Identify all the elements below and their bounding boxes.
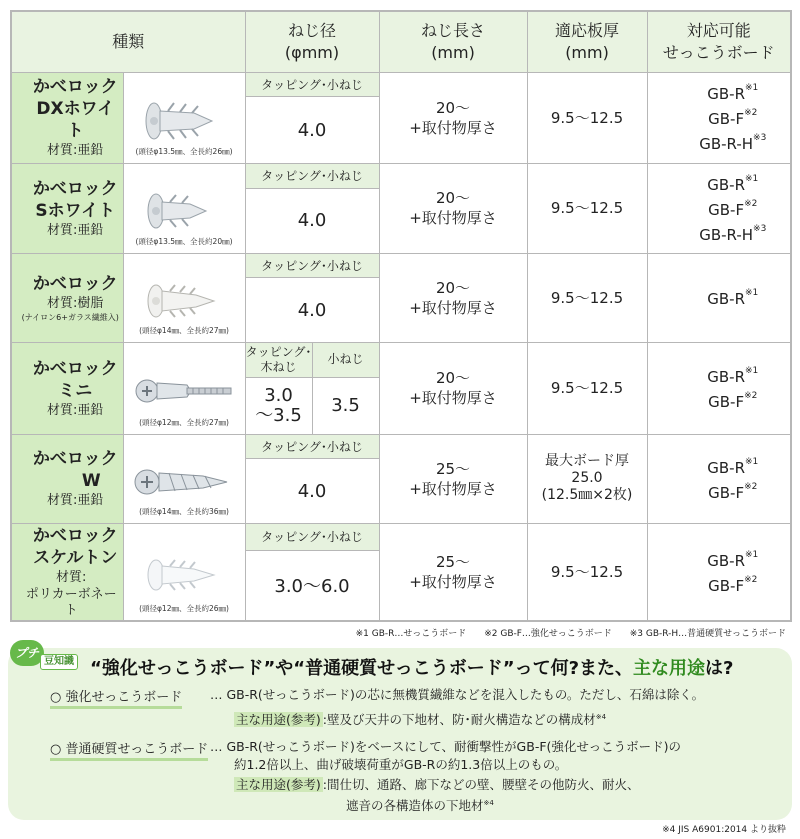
product-image: (頭径φ14㎜、全長約27㎜) bbox=[123, 253, 245, 343]
anchor-icon bbox=[129, 458, 239, 508]
product-image: (頭径φ14㎜、全長約36㎜) bbox=[123, 434, 245, 524]
anchor-icon bbox=[134, 277, 234, 327]
use-hard-board-1: 主な用途(参考) :間仕切、通路、廊下などの壁、腰壁その他防火、耐火、 bbox=[236, 777, 640, 792]
screw-type: タッピング･小ねじ bbox=[245, 164, 379, 188]
spec-table bbox=[10, 10, 792, 622]
screw-type-b: 小ねじ bbox=[312, 343, 379, 378]
anchor-icon bbox=[129, 367, 239, 417]
product-name: かべロック 材質:樹脂 (ナイロン6+ガラス繊維入) bbox=[11, 253, 123, 343]
screw-diameter: 3.0〜6.0 bbox=[245, 550, 379, 621]
screw-length: 25〜 +取付物厚さ bbox=[379, 524, 527, 621]
product-name: かべロック DXホワイト 材質:亜鉛 bbox=[11, 72, 123, 164]
board-types: $GB-R^{※1}$ $GB-F^{※2}$ bbox=[647, 434, 791, 524]
screw-type-a: タッピング･ 木ねじ bbox=[245, 343, 312, 378]
screw-diameter: 4.0 bbox=[245, 459, 379, 524]
anchor-icon bbox=[134, 551, 234, 601]
term-reinforced-board: ○ 強化せっこうボード bbox=[50, 686, 182, 705]
board-thickness: 最大ボード厚 25.0 (12.5㎜×2枚) bbox=[527, 434, 647, 524]
table-row bbox=[11, 524, 791, 550]
board-types: $GB-R^{※1}$ $GB-F^{※2}$ bbox=[647, 343, 791, 435]
header-board-thickness: 適応板厚 (mm) bbox=[527, 11, 647, 72]
screw-length: 20〜 +取付物厚さ bbox=[379, 72, 527, 164]
anchor-icon bbox=[134, 187, 234, 237]
screw-diameter-a: 3.0 〜3.5 bbox=[245, 377, 312, 434]
table-row bbox=[11, 164, 791, 188]
table-row bbox=[11, 72, 791, 96]
screw-type: タッピング･小ねじ bbox=[245, 72, 379, 96]
tips-badge-label: 豆知識 bbox=[40, 654, 78, 670]
source-note: ※4 JIS A6901:2014 より抜粋 bbox=[662, 825, 786, 835]
product-name: かべロック Sホワイト 材質:亜鉛 bbox=[11, 164, 123, 254]
product-image: (頭径φ13.5㎜、全長約20㎜) bbox=[123, 164, 245, 254]
screw-length: 20〜 +取付物厚さ bbox=[379, 253, 527, 343]
tips-title: “強化せっこうボード”や“普通硬質せっこうボード”って何?また、主な用途は? bbox=[90, 658, 734, 679]
board-types: $GB-R^{※1}$ $GB-F^{※2}$ $GB-R-H^{※3}$ bbox=[647, 72, 791, 164]
use-reinforced-board: 主な用途(参考) :壁及び天井の下地材、防･耐火構造などの構成材$^{※4}$ bbox=[236, 712, 607, 728]
table-row bbox=[11, 343, 791, 378]
product-name: かべロック ミニ 材質:亜鉛 bbox=[11, 343, 123, 435]
screw-diameter: 4.0 bbox=[245, 188, 379, 253]
product-name: かべロック スケルトン 材質: ポリカーボネート bbox=[11, 524, 123, 621]
header-screw-length: ねじ長さ (mm) bbox=[379, 11, 527, 72]
screw-diameter: 4.0 bbox=[245, 278, 379, 343]
board-types: $GB-R^{※1}$ bbox=[647, 253, 791, 343]
desc-hard-board-2: 約1.2倍以上、曲げ破壊荷重がGB-Rの約1.3倍以上のもの。 bbox=[234, 757, 568, 772]
screw-length: 20〜 +取付物厚さ bbox=[379, 343, 527, 435]
header-type: 種類 bbox=[11, 11, 245, 72]
table-row bbox=[11, 253, 791, 277]
screw-length: 25〜 +取付物厚さ bbox=[379, 434, 527, 524]
board-thickness: 9.5〜12.5 bbox=[527, 72, 647, 164]
board-types: $GB-R^{※1}$ $GB-F^{※2}$ bbox=[647, 524, 791, 621]
screw-type: タッピング･小ねじ bbox=[245, 434, 379, 458]
product-image: (頭径φ12㎜、全長約26㎜) bbox=[123, 524, 245, 621]
board-thickness: 9.5〜12.5 bbox=[527, 253, 647, 343]
footnotes: ※1 GB-R…せっこうボード ※2 GB-F…強化せっこうボード ※3 GB-R-H…普通硬質せっこうボード bbox=[355, 629, 786, 639]
screw-length: 20〜 +取付物厚さ bbox=[379, 164, 527, 254]
header-screw-diameter: ねじ径 (φmm) bbox=[245, 11, 379, 72]
anchor-icon bbox=[134, 97, 234, 147]
board-thickness: 9.5〜12.5 bbox=[527, 524, 647, 621]
product-name: かべロック W 材質:亜鉛 bbox=[11, 434, 123, 524]
header-board-type: 対応可能 せっこうボード bbox=[647, 11, 791, 72]
use-hard-board-2: 遮音の各構造体の下地材$^{※4}$ bbox=[346, 798, 494, 814]
product-image: (頭径φ13.5㎜、全長約26㎜) bbox=[123, 72, 245, 164]
desc-hard-board-1: … GB-R(せっこうボード)をベースにして、耐衝撃性がGB-F(強化せっこうボード)の bbox=[210, 739, 682, 754]
tips-badge: プチ bbox=[10, 640, 44, 666]
product-image: (頭径φ12㎜、全長約27㎜) bbox=[123, 343, 245, 435]
desc-reinforced-board: … GB-R(せっこうボード)の芯に無機質繊維などを混入したもの。ただし、石綿は除く。 bbox=[210, 687, 705, 702]
board-types: $GB-R^{※1}$ $GB-F^{※2}$ $GB-R-H^{※3}$ bbox=[647, 164, 791, 254]
screw-type: タッピング･小ねじ bbox=[245, 524, 379, 550]
screw-diameter: 4.0 bbox=[245, 96, 379, 163]
term-hard-board: ○ 普通硬質せっこうボード bbox=[50, 738, 208, 757]
board-thickness: 9.5〜12.5 bbox=[527, 164, 647, 254]
header-row bbox=[11, 11, 791, 72]
screw-type: タッピング･小ねじ bbox=[245, 253, 379, 277]
board-thickness: 9.5〜12.5 bbox=[527, 343, 647, 435]
screw-diameter-b: 3.5 bbox=[312, 377, 379, 434]
table-row bbox=[11, 434, 791, 458]
